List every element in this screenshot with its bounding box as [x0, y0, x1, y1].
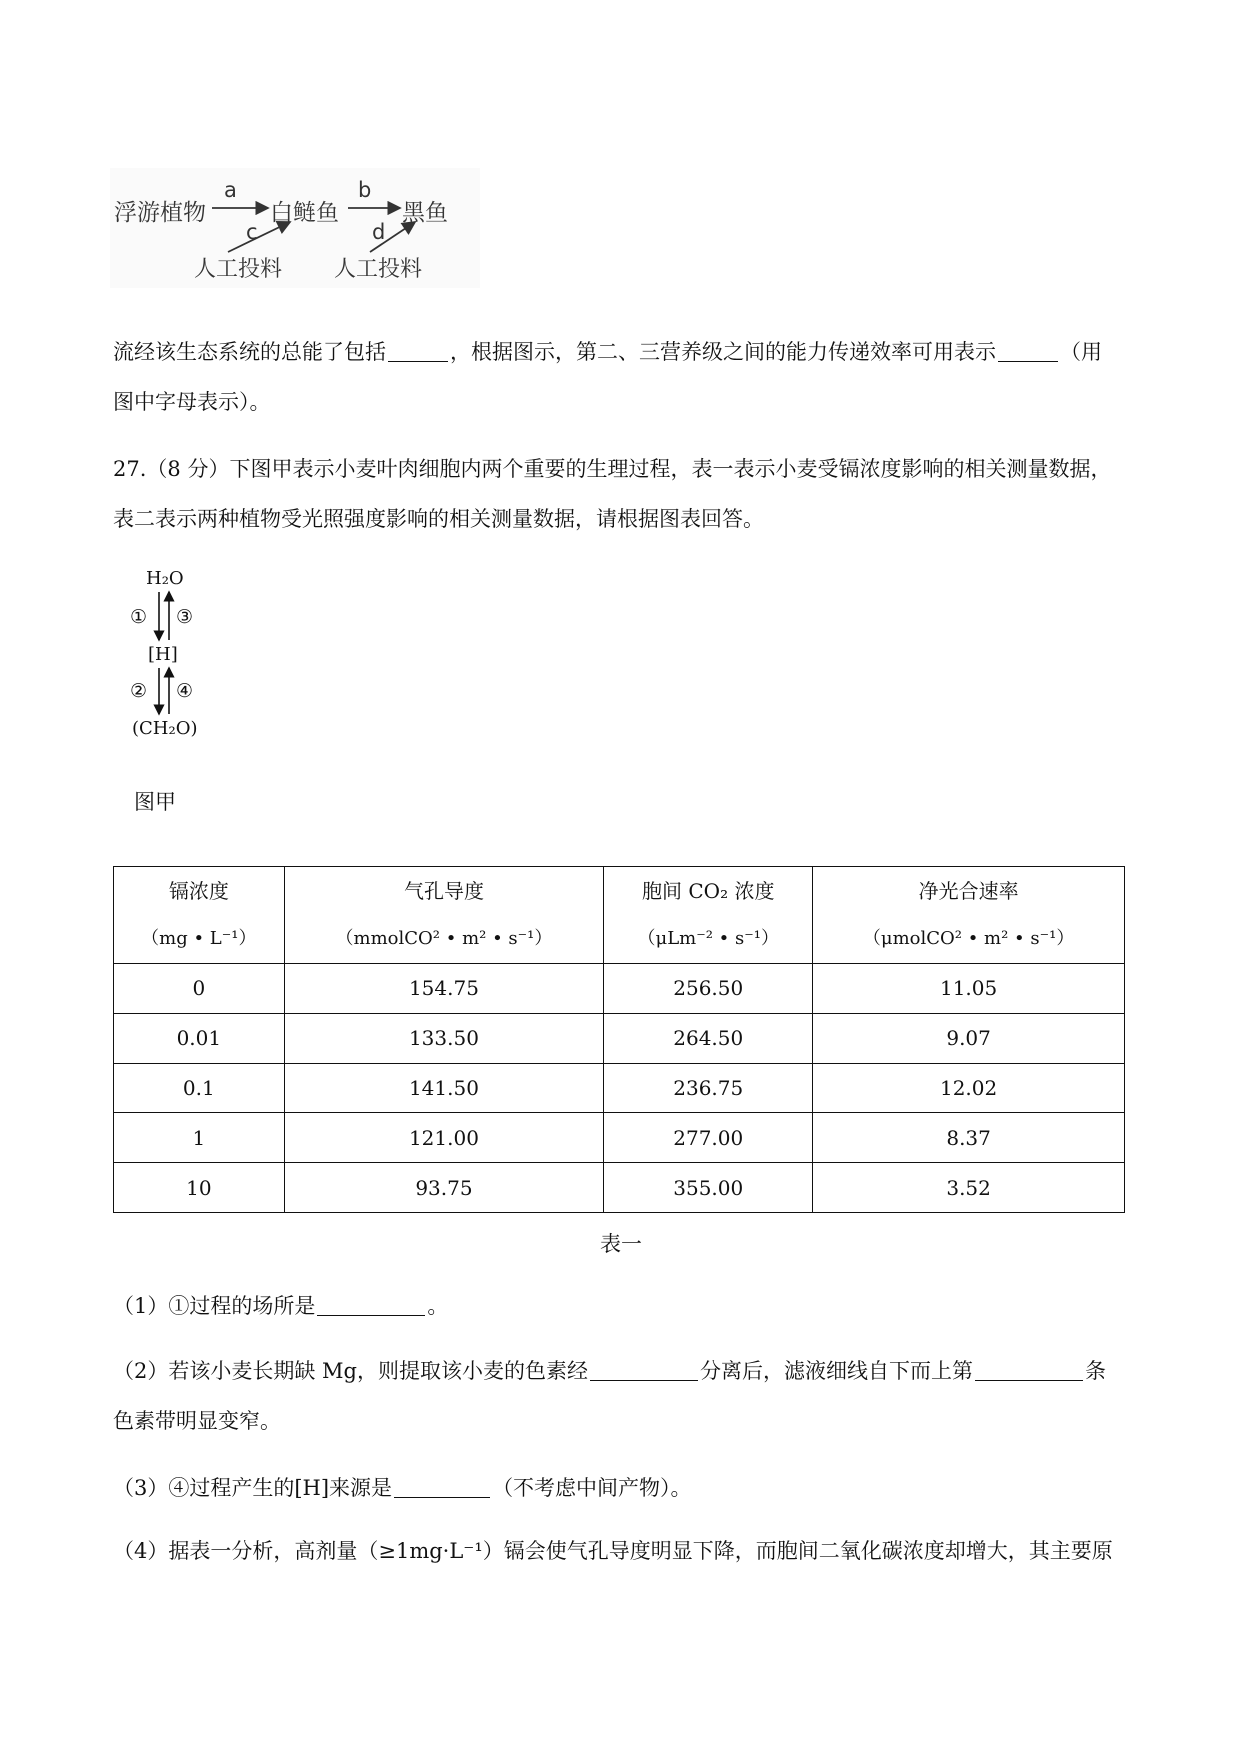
figure-jia-arrows	[126, 568, 236, 758]
answer-blank[interactable]	[998, 339, 1058, 362]
table-cell: 0.01	[114, 1013, 285, 1063]
answer-blank[interactable]	[975, 1358, 1083, 1381]
table-cell: 10	[114, 1163, 285, 1213]
q26-part3: （用	[1060, 340, 1102, 364]
label-d: d	[372, 220, 386, 244]
q26-line2: 图中字母表示）。	[113, 390, 271, 414]
table-cell: 264.50	[604, 1013, 813, 1063]
table-row	[114, 1113, 1125, 1163]
question-number: 27.	[113, 457, 147, 481]
answer-blank[interactable]	[590, 1358, 698, 1381]
table-cell: 1	[114, 1113, 285, 1163]
fig-ch2o: (CH₂O)	[132, 718, 198, 739]
table-cell: 256.50	[604, 964, 813, 1014]
table-cell: 154.75	[284, 964, 604, 1014]
table-row	[114, 1013, 1125, 1063]
input-feed-2: 人工投料	[334, 257, 423, 282]
label-c: c	[246, 220, 258, 244]
question-3	[113, 1470, 1133, 1506]
q26-part2: ，根据图示，第二、三营养级之间的能力传递效率可用表示	[450, 340, 996, 364]
node-silver-carp: 白鲢鱼	[270, 200, 339, 226]
input-feed-1: 人工投料	[194, 257, 283, 282]
table-row	[114, 964, 1125, 1014]
answer-blank[interactable]	[317, 1293, 425, 1316]
table-cell: 0	[114, 964, 285, 1014]
label-a: a	[224, 178, 237, 202]
table-cell: 93.75	[284, 1163, 604, 1213]
table-cell: 3.52	[813, 1163, 1125, 1213]
table-row	[114, 1163, 1125, 1213]
q1-text: （1）①过程的场所是	[113, 1294, 316, 1318]
fig-p3: ③	[176, 606, 194, 628]
question-score: （8 分）	[146, 457, 230, 481]
q2-text-a: （2）若该小麦长期缺 Mg，则提取该小麦的色素经	[113, 1359, 588, 1383]
node-snakehead: 黑鱼	[402, 200, 448, 226]
q26-part1: 流经该生态系统的总能了包括	[113, 340, 386, 364]
table-cell: 11.05	[813, 964, 1125, 1014]
table-cell: 277.00	[604, 1113, 813, 1163]
question-1	[113, 1288, 1133, 1324]
food-chain-figure	[110, 168, 480, 288]
table-caption: 表一	[600, 1232, 642, 1256]
q2-text-c: 条	[1084, 1359, 1106, 1383]
table-cell: 9.07	[813, 1013, 1125, 1063]
question-2	[113, 1353, 1133, 1389]
label-b: b	[358, 178, 372, 202]
q3-text-a: （3）④过程产生的[H]来源是	[113, 1476, 393, 1500]
header-cadmium: 镉浓度 （mg • L⁻¹）	[114, 867, 285, 964]
table-cell: 355.00	[604, 1163, 813, 1213]
fig-p4: ④	[176, 680, 194, 702]
q2-text-b: 分离后，滤液细线自下而上第	[699, 1359, 973, 1383]
table-cadmium	[113, 866, 1125, 1213]
answer-blank[interactable]	[388, 339, 448, 362]
question-4: （4）据表一分析，高剂量（≥1mg·L⁻¹）镉会使气孔导度明显下降，而胞间二氧化碳浓度却增大，其主要原	[113, 1539, 1113, 1563]
figure-jia-caption: 图甲	[134, 790, 176, 814]
food-chain-arrows	[110, 168, 480, 288]
table-cell: 133.50	[284, 1013, 604, 1063]
fig-h2o: H₂O	[146, 568, 184, 589]
header-stomatal: 气孔导度 （mmolCO² • m² • s⁻¹）	[284, 867, 604, 964]
table-cell: 8.37	[813, 1113, 1125, 1163]
q27-line2: 表二表示两种植物受光照强度影响的相关测量数据，请根据图表回答。	[113, 507, 764, 531]
q27-line1	[113, 451, 1133, 487]
q26-line1	[113, 334, 1133, 370]
arrow-c	[228, 222, 290, 252]
figure-jia	[126, 568, 236, 758]
table-cell: 121.00	[284, 1113, 604, 1163]
q1-end: 。	[427, 1294, 449, 1318]
question-2-line2: 色素带明显变窄。	[113, 1409, 281, 1433]
table-cell: 236.75	[604, 1063, 813, 1113]
fig-p2: ②	[130, 680, 148, 702]
header-intercellular-co2: 胞间 CO₂ 浓度 （μLm⁻² • s⁻¹）	[604, 867, 813, 964]
table-cell: 141.50	[284, 1063, 604, 1113]
table-cell: 12.02	[813, 1063, 1125, 1113]
node-phytoplankton: 浮游植物	[114, 200, 206, 226]
answer-blank[interactable]	[394, 1475, 490, 1498]
table-cell: 0.1	[114, 1063, 285, 1113]
q27-stem-1: 下图甲表示小麦叶肉细胞内两个重要的生理过程，表一表示小麦受镉浓度影响的相关测量数据，	[229, 457, 1112, 481]
header-net-photosynthesis: 净光合速率 （μmolCO² • m² • s⁻¹）	[813, 867, 1125, 964]
arrow-d	[370, 222, 415, 252]
fig-p1: ①	[130, 606, 148, 628]
table-row	[114, 1063, 1125, 1113]
q3-text-b: （不考虑中间产物）。	[492, 1476, 692, 1500]
fig-h: [H]	[148, 644, 178, 665]
table-header-row	[114, 867, 1125, 964]
